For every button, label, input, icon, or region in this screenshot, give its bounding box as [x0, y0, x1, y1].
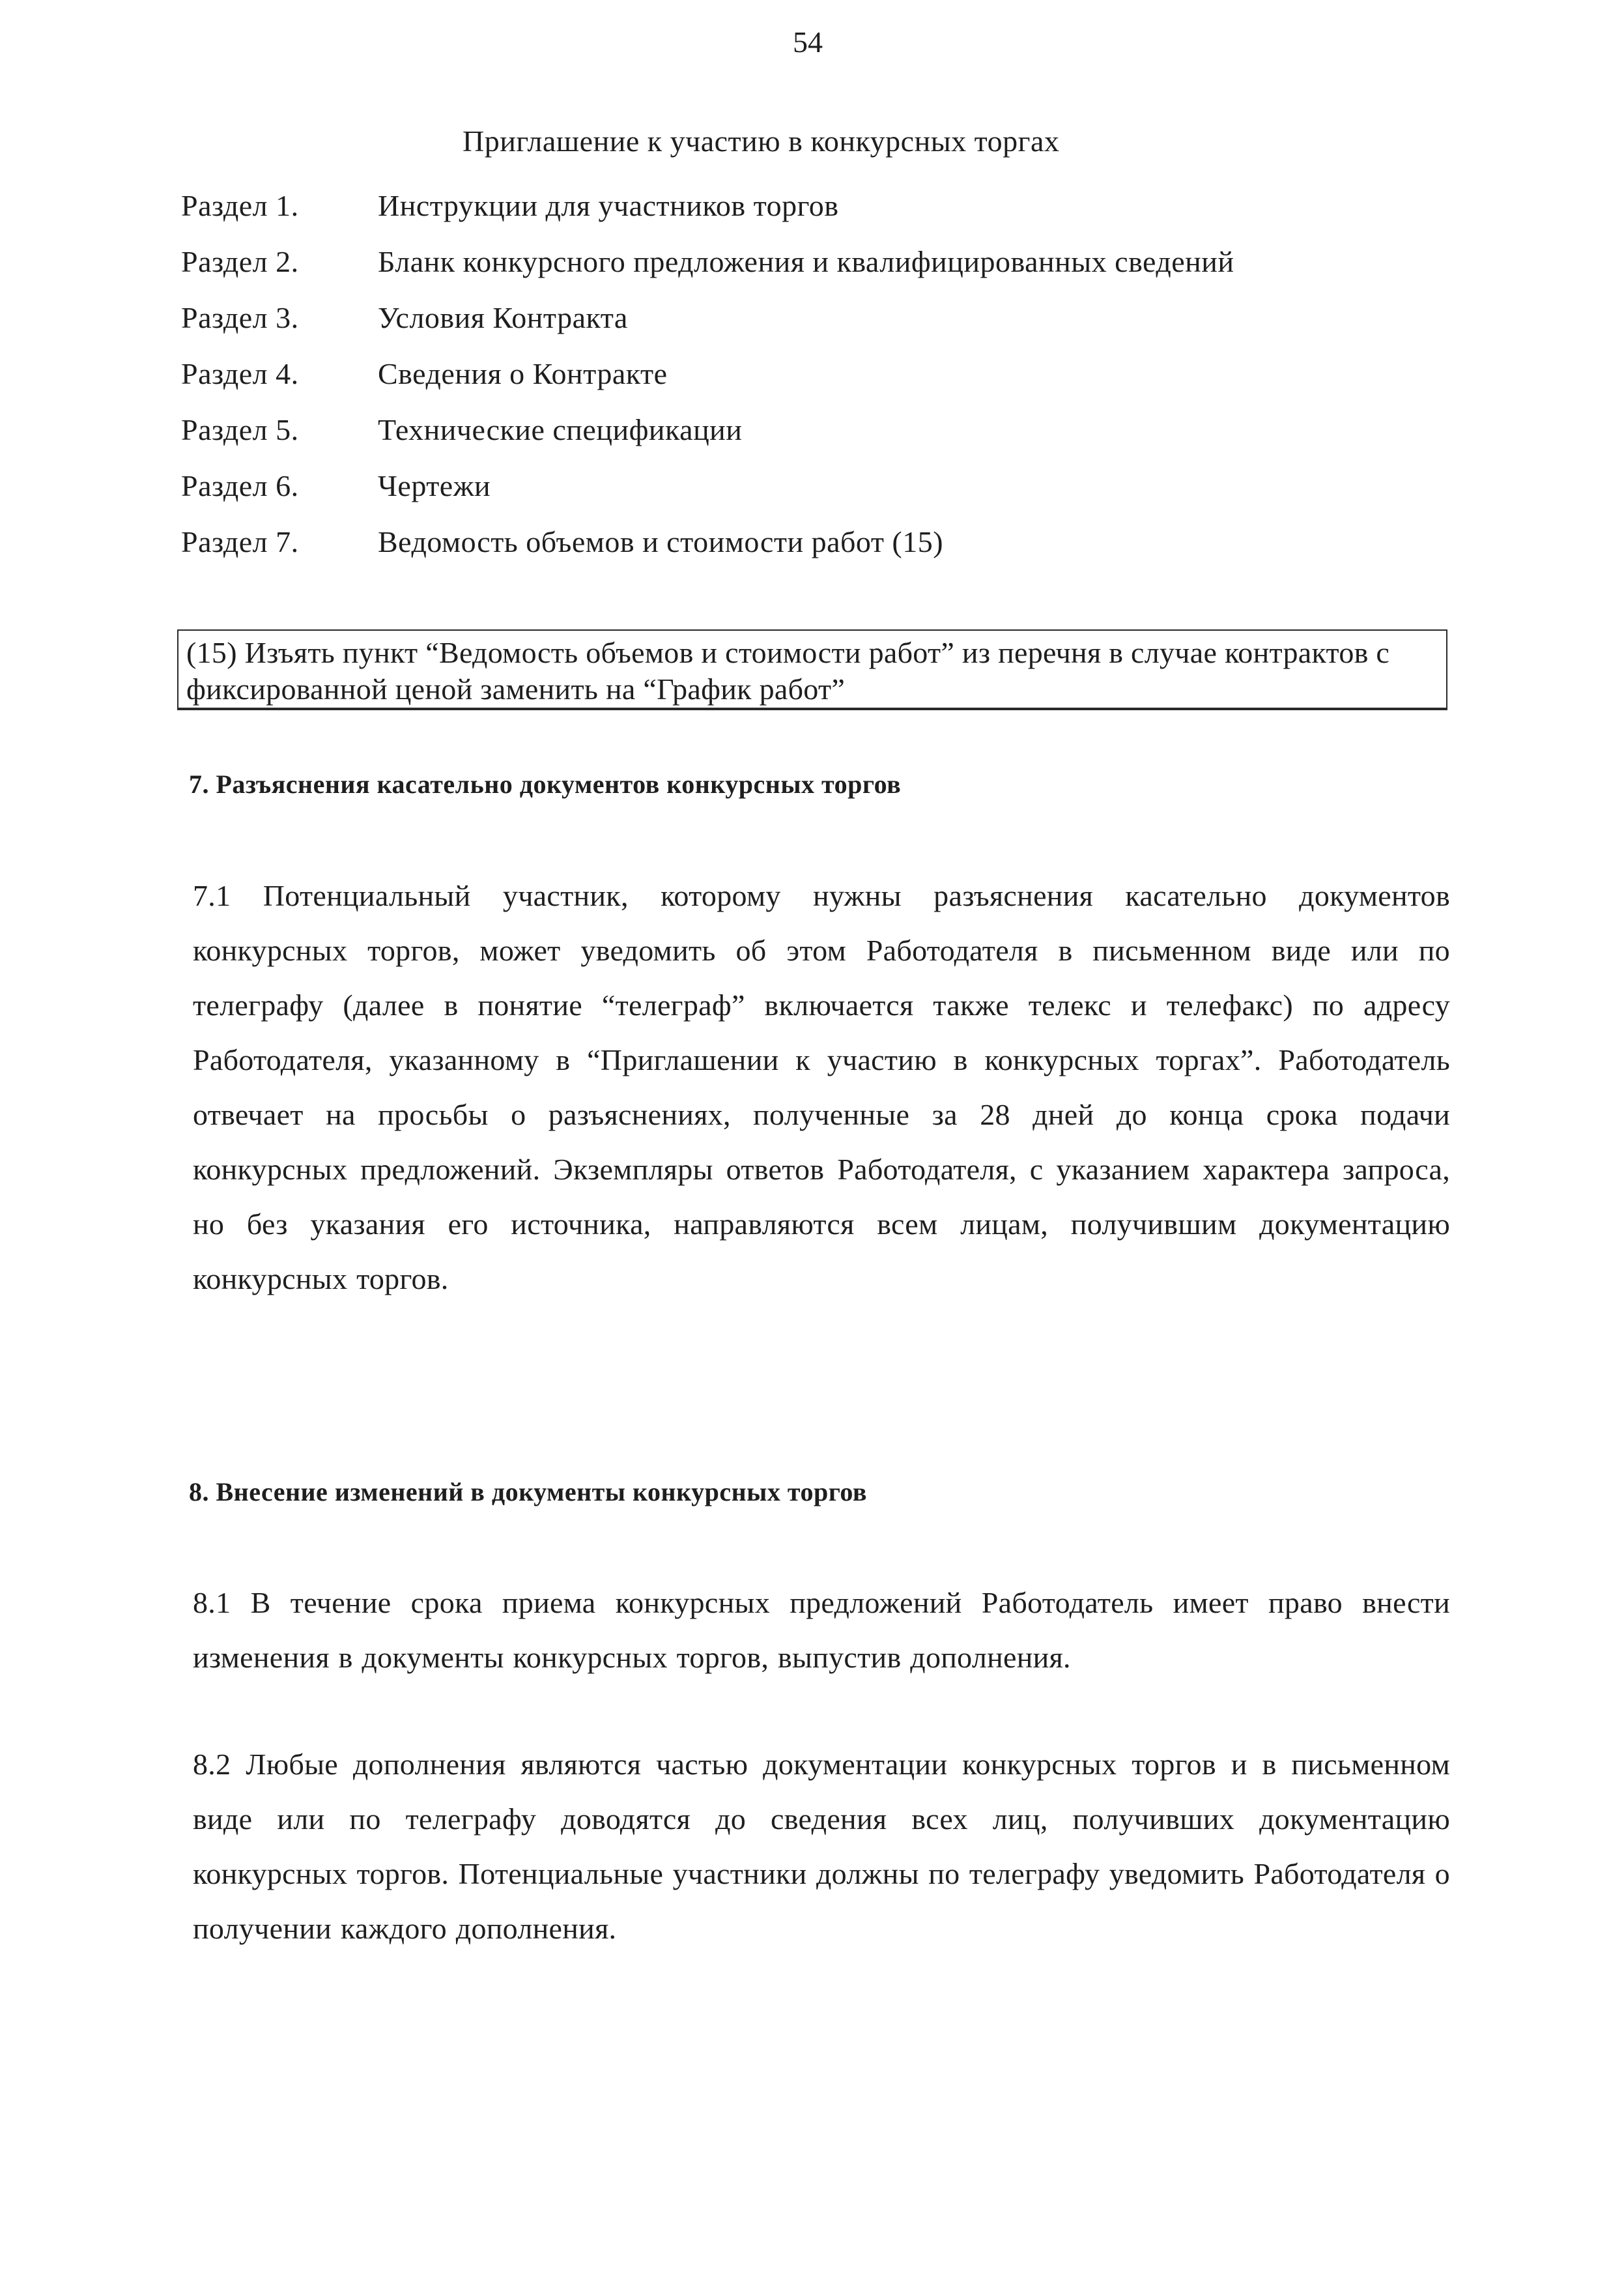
section-label: Раздел 6.: [181, 468, 299, 502]
section-title: Чертежи: [378, 468, 491, 502]
clause-8-1-paragraph: 8.1 В течение срока приема конкурсных предложений Работодатель имеет право внести изменения в документы конкурсных торгов, выпустив дополнения.: [193, 1586, 1450, 1674]
section-title: Ведомость объемов и стоимости работ (15): [378, 525, 944, 558]
section-row: [181, 289, 1484, 345]
section-row: [181, 401, 1484, 457]
section-list: [181, 177, 1484, 569]
section-row: [181, 513, 1484, 569]
section-label: Раздел 2.: [181, 244, 299, 278]
section-title: Бланк конкурсного предложения и квалифицированных сведений: [378, 244, 1234, 278]
section-title: Условия Контракта: [378, 300, 628, 334]
clause-7-1-paragraph: 7.1 Потенциальный участник, которому нужны разъяснения касательно документов конкурсных торгов, может уведомить об этом Работодателя в письменном виде или по телеграфу (далее в понятие “телеграф” включается также телекс и телефакс) по адресу Работодателя, указанному в “Приглашении к участию в конкурсных торгах”. Работодатель отвечает на просьбы о разъяснениях, полученные за 28 дней до конца срока подачи конкурсных предложений. Экземпляры ответов Работодателя, с указанием характера запроса, но без указания его источника, направляются всем лицам, получившим документацию конкурсных торгов.: [193, 879, 1450, 1295]
section-row: [181, 177, 1484, 233]
section-row: [181, 457, 1484, 513]
page-number: 54: [793, 25, 823, 59]
invitation-line: Приглашение к участию в конкурсных торгах: [463, 124, 1060, 158]
clause-7-heading: 7. Разъяснения касательно документов конкурсных торгов: [189, 770, 902, 799]
section-title: Технические спецификации: [378, 412, 743, 446]
footnote-box: (15) Изъять пункт “Ведомость объемов и стоимости работ” из перечня в случае контрактов с фиксированной ценой заменить на “График работ”: [177, 629, 1447, 710]
section-title: Инструкции для участников торгов: [378, 188, 839, 222]
clause-8-heading: 8. Внесение изменений в документы конкурсных торгов: [189, 1477, 867, 1506]
section-title: Сведения о Контракте: [378, 356, 668, 390]
section-label: Раздел 1.: [181, 188, 299, 222]
section-label: Раздел 4.: [181, 356, 299, 390]
section-label: Раздел 5.: [181, 412, 299, 446]
section-row: [181, 233, 1484, 289]
clause-8-2-paragraph: 8.2 Любые дополнения являются частью документации конкурсных торгов и в письменном виде или по телеграфу доводятся до сведения всех лиц, получивших документацию конкурсных торгов. Потенциальные участники должны по телеграфу уведомить Работодателя о получении каждого дополнения.: [193, 1748, 1450, 1945]
section-row: [181, 345, 1484, 401]
section-label: Раздел 7.: [181, 525, 299, 558]
section-label: Раздел 3.: [181, 300, 299, 334]
